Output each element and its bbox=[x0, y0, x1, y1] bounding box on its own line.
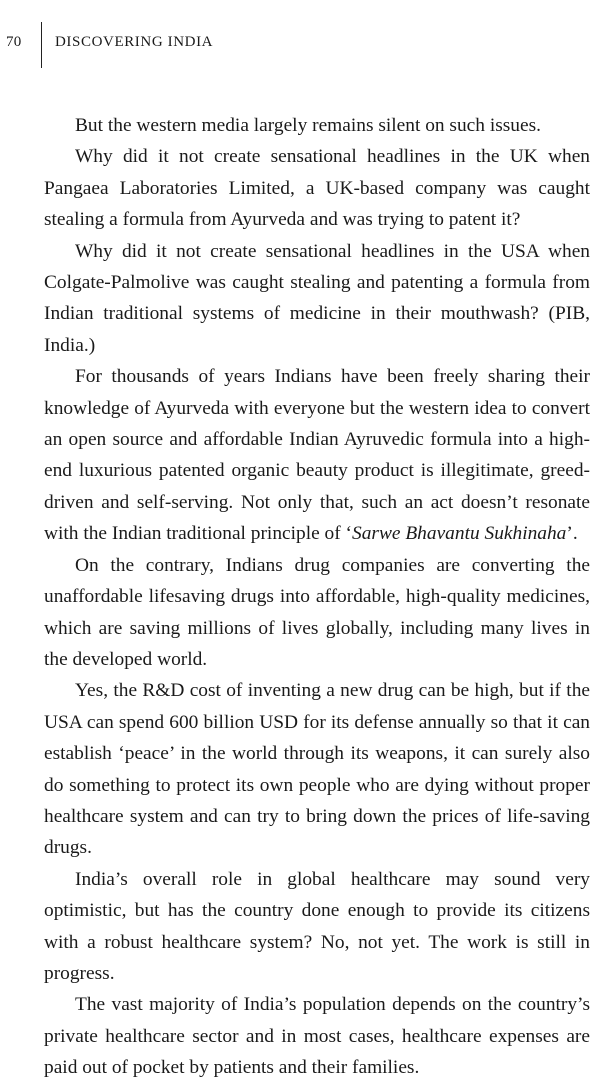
paragraph bbox=[44, 236, 590, 362]
page-number: 70 bbox=[6, 34, 22, 50]
paragraph-text: But the western media largely remains silent on such issues. bbox=[75, 115, 541, 136]
paragraph-text: On the contrary, Indians drug companies are converting the unaffordable lifesaving drugs into affordable, high-quality medicines, which are saving millions of lives globally, including many lives in the developed world. bbox=[44, 554, 590, 670]
paragraph bbox=[44, 675, 590, 863]
paragraph-text: India’s overall role in global healthcare may sound very optimistic, but has the country done enough to provide its citizens with a robust healthcare system? No, not yet. The work is still in progress. bbox=[44, 868, 590, 984]
paragraph-text-part: ’. bbox=[566, 523, 578, 545]
paragraph bbox=[44, 361, 590, 549]
header-divider bbox=[41, 22, 42, 68]
paragraph bbox=[44, 141, 590, 235]
body-text bbox=[44, 110, 590, 1084]
sanskrit-phrase: Sarwe Bhavantu Sukhinaha bbox=[352, 523, 567, 545]
paragraph bbox=[44, 989, 590, 1083]
paragraph bbox=[44, 550, 590, 676]
paragraph-text: Why did it not create sensational headlines in the UK when Pangaea Laboratories Limited, a UK-based company was caught stealing a formula from Ayurveda and was trying to patent it? bbox=[44, 146, 590, 231]
paragraph-text: The vast majority of India’s population depends on the country’s private healthcare sector and in most cases, healthcare expenses are paid out of pocket by patients and their families. bbox=[44, 994, 590, 1079]
paragraph-text: Yes, the R&D cost of inventing a new drug can be high, but if the USA can spend 600 billion USD for its defense annually so that it can establish ‘peace’ in the world through its weapons, it can surely also do something to protect its own people who are dying without proper healthcare system and can try to bring down the prices of life-saving drugs. bbox=[44, 680, 590, 859]
paragraph bbox=[44, 864, 590, 990]
paragraph-text: Why did it not create sensational headlines in the USA when Colgate-Palmolive was caught stealing and patenting a formula from Indian traditional systems of medicine in their mouthwash? (PIB, India.) bbox=[44, 240, 590, 356]
running-header bbox=[0, 0, 600, 70]
paragraph-text bbox=[44, 366, 590, 544]
paragraph-text-part: For thousands of years Indians have been freely sharing their knowledge of Ayurveda with everyone but the western idea to convert an open source and affordable Indian Ayruvedic formula into a high-end luxurious patented organic beauty product is illegitimate, greed-driven and self-serving. Not only that, such an act doesn’t resonate with the Indian traditional principle of ‘ bbox=[44, 366, 590, 545]
running-title: DISCOVERING INDIA bbox=[55, 34, 214, 50]
paragraph bbox=[44, 110, 590, 141]
